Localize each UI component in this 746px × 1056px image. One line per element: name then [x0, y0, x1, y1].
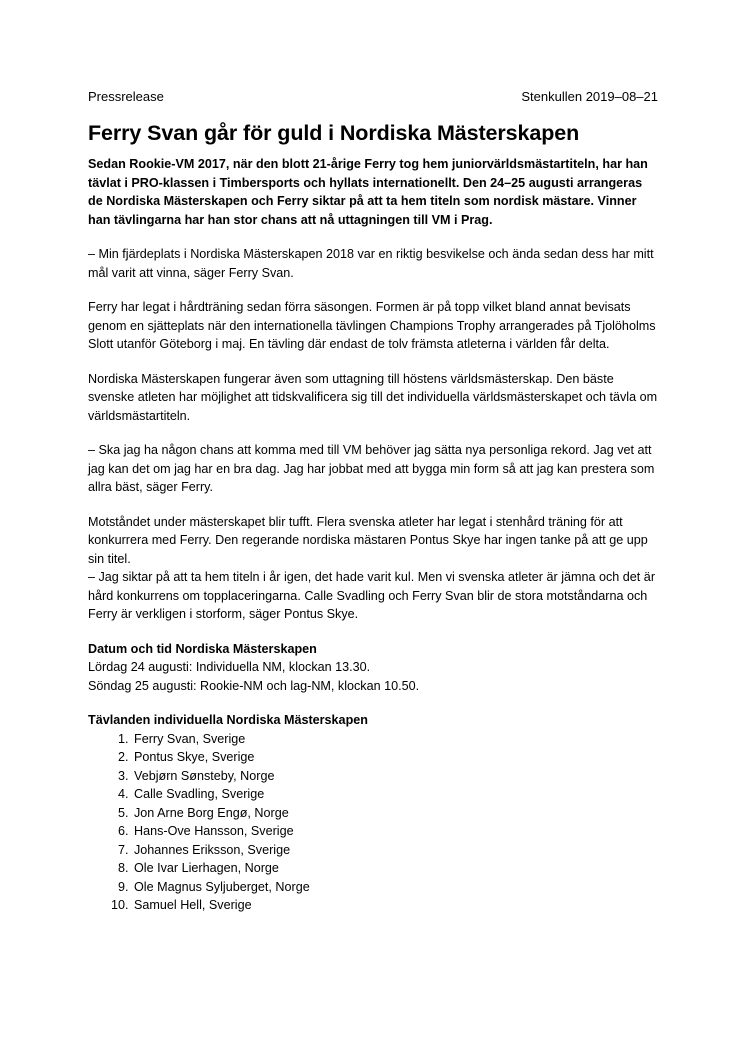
schedule-section — [88, 640, 658, 696]
list-item: 7. Johannes Eriksson, Sverige — [132, 841, 658, 860]
competitors-title: Tävlanden individuella Nordiska Mästerskapen — [88, 713, 368, 727]
list-item: 3. Vebjørn Sønsteby, Norge — [132, 767, 658, 786]
list-item: 5. Jon Arne Borg Engø, Norge — [132, 804, 658, 823]
competitors-list — [88, 730, 658, 915]
competitors-section — [88, 711, 658, 915]
place-date-label: Stenkullen 2019–08–21 — [521, 89, 658, 104]
body-paragraph-6: – Jag siktar på att ta hem titeln i år igen, det hade varit kul. Men vi svenska atleter är jämna och det är hård konkurrens om topplaceringarna. Calle Svadling och Ferry Svan blir de stora motståndarna och Ferry är verkligen i storform, säger Pontus Skye. — [88, 570, 656, 621]
document-header — [88, 88, 658, 106]
list-item: 9. Ole Magnus Syljuberget, Norge — [132, 878, 658, 897]
list-item: 6. Hans-Ove Hansson, Sverige — [132, 822, 658, 841]
body-paragraph-2: Ferry har legat i hårdträning sedan förra säsongen. Formen är på topp vilket bland annat bevisats genom en sjätteplats när den internationella tävlingen Champions Trophy arrangerades på Tjolöholms Slott utanför Göteborg i maj. En tävling där endast de tolv främsta atleterna i världen får delta. — [88, 300, 656, 351]
schedule-line-1: Lördag 24 augusti: Individuella NM, klockan 13.30. — [88, 660, 371, 674]
body-paragraph-4: – Ska jag ha någon chans att komma med till VM behöver jag sätta nya personliga rekord. Jag vet att jag kan det om jag har en bra dag. Jag har jobbat med att bygga min form så att jag kan prestera som allra bäst, säger Ferry. — [88, 443, 655, 494]
schedule-line-2: Söndag 25 augusti: Rookie-NM och lag-NM, klockan 10.50. — [88, 678, 420, 693]
list-item: 2. Pontus Skye, Sverige — [132, 748, 658, 767]
page-title: Ferry Svan går för guld i Nordiska Mästerskapen — [88, 121, 580, 145]
list-item: 8. Ole Ivar Lierhagen, Norge — [132, 859, 658, 878]
list-item: 1. Ferry Svan, Sverige — [132, 730, 658, 749]
list-item: 4. Calle Svadling, Sverige — [132, 785, 658, 804]
body-paragraph-5: Motståndet under mästerskapet blir tufft. Flera svenska atleter har legat i stenhård träning för att konkurrera med Ferry. Den regerande nordiska mästaren Pontus Skye har ingen tanke på att ge upp sin titel. — [88, 514, 648, 566]
body-paragraph-1: – Min fjärdeplats i Nordiska Mästerskapen 2018 var en riktig besvikelse och ända sedan dess har mitt mål varit att vinna, säger Ferry Svan. — [88, 247, 654, 280]
schedule-title: Datum och tid Nordiska Mästerskapen — [88, 641, 317, 656]
lead-paragraph: Sedan Rookie-VM 2017, när den blott 21-årige Ferry tog hem juniorvärldsmästartiteln, har han tävlat i PRO-klassen i Timbersports och hyllats internationellt. Den 24–25 augusti arrangeras de Nordiska Mästerskapen och Ferry siktar på att ta hem titeln som nordisk mästare. Vinner han tävlingarna har han stor chans att nå uttagningen till VM i Prag. — [88, 157, 648, 227]
list-item: 10. Samuel Hell, Sverige — [132, 896, 658, 915]
body-paragraph-3: Nordiska Mästerskapen fungerar även som uttagning till höstens världsmästerskap. Den bäste svenske atleten har möjlighet att tidskvalificera sig till det individuella världsmästerskapet och tävla om världsmästartiteln. — [88, 371, 658, 423]
document-type-label: Pressrelease — [88, 89, 164, 104]
